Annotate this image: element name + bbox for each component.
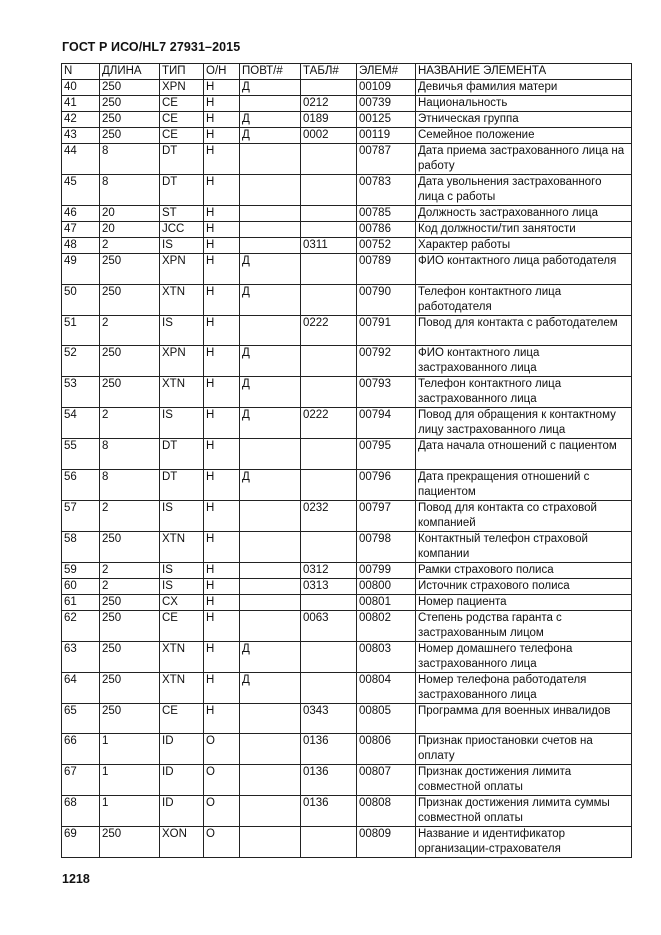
column-header-n: N — [62, 64, 100, 80]
cell-n: 64 — [62, 672, 100, 703]
cell-n: 50 — [62, 284, 100, 315]
cell-n: 52 — [62, 346, 100, 377]
cell-length: 250 — [100, 346, 160, 377]
cell-type: JCC — [160, 222, 204, 238]
cell-repeat: Д — [240, 377, 301, 408]
cell-name: ФИО контактного лица работодателя — [416, 254, 632, 285]
table-row — [62, 796, 632, 827]
cell-table: 0222 — [301, 408, 357, 439]
cell-name: Повод для обращения к контактному лицу застрахованного лица — [416, 408, 632, 439]
table-row — [62, 500, 632, 531]
cell-n: 62 — [62, 610, 100, 641]
table-row — [62, 222, 632, 238]
cell-repeat — [240, 96, 301, 112]
cell-n: 68 — [62, 796, 100, 827]
cell-length: 250 — [100, 594, 160, 610]
cell-optionality: Н — [204, 254, 240, 285]
cell-type: XTN — [160, 284, 204, 315]
cell-n: 46 — [62, 206, 100, 222]
cell-name: Национальность — [416, 96, 632, 112]
cell-optionality: Н — [204, 96, 240, 112]
cell-n: 66 — [62, 734, 100, 765]
cell-table — [301, 439, 357, 470]
cell-n: 57 — [62, 500, 100, 531]
cell-length: 20 — [100, 206, 160, 222]
cell-length: 250 — [100, 128, 160, 144]
table-row — [62, 531, 632, 562]
cell-type: IS — [160, 578, 204, 594]
table-row — [62, 346, 632, 377]
cell-type: XTN — [160, 672, 204, 703]
column-header-element-name: НАЗВАНИЕ ЭЛЕМЕНТА — [416, 64, 632, 80]
cell-name: Девичья фамилия матери — [416, 80, 632, 96]
cell-optionality: Н — [204, 377, 240, 408]
table-row — [62, 315, 632, 346]
cell-table: 0136 — [301, 765, 357, 796]
cell-type: XPN — [160, 80, 204, 96]
cell-type: IS — [160, 500, 204, 531]
element-table — [61, 63, 632, 858]
table-row — [62, 408, 632, 439]
cell-table: 0312 — [301, 562, 357, 578]
column-header-table: ТАБЛ# — [301, 64, 357, 80]
cell-element: 00739 — [357, 96, 416, 112]
cell-n: 58 — [62, 531, 100, 562]
cell-name: Семейное положение — [416, 128, 632, 144]
cell-n: 40 — [62, 80, 100, 96]
cell-element: 00789 — [357, 254, 416, 285]
cell-repeat — [240, 610, 301, 641]
cell-length: 8 — [100, 175, 160, 206]
table-row — [62, 254, 632, 285]
cell-element: 00791 — [357, 315, 416, 346]
cell-repeat — [240, 222, 301, 238]
cell-name: Повод для контакта с работодателем — [416, 315, 632, 346]
cell-repeat — [240, 531, 301, 562]
cell-element: 00792 — [357, 346, 416, 377]
cell-repeat — [240, 500, 301, 531]
cell-optionality: Н — [204, 238, 240, 254]
cell-repeat — [240, 827, 301, 858]
table-row — [62, 96, 632, 112]
cell-length: 1 — [100, 796, 160, 827]
cell-name: Степень родства гаранта с застрахованным лицом — [416, 610, 632, 641]
table-row — [62, 827, 632, 858]
cell-length: 8 — [100, 144, 160, 175]
cell-name: Признак достижения лимита совместной оплаты — [416, 765, 632, 796]
cell-type: CE — [160, 96, 204, 112]
cell-table: 0136 — [301, 734, 357, 765]
cell-type: ST — [160, 206, 204, 222]
cell-optionality: Н — [204, 610, 240, 641]
cell-name: Код должности/тип занятости — [416, 222, 632, 238]
cell-element: 00809 — [357, 827, 416, 858]
page-number: 1218 — [62, 872, 90, 886]
cell-repeat: Д — [240, 408, 301, 439]
table-row — [62, 144, 632, 175]
cell-type: CE — [160, 128, 204, 144]
table-row — [62, 206, 632, 222]
table-row — [62, 562, 632, 578]
cell-optionality: Н — [204, 672, 240, 703]
cell-type: IS — [160, 238, 204, 254]
cell-type: XTN — [160, 641, 204, 672]
page-header: ГОСТ Р ИСО/HL7 27931–2015 — [62, 40, 241, 54]
cell-n: 45 — [62, 175, 100, 206]
cell-optionality: Н — [204, 112, 240, 128]
cell-optionality: Н — [204, 408, 240, 439]
cell-table: 0222 — [301, 315, 357, 346]
cell-optionality: Н — [204, 175, 240, 206]
cell-name: Контактный телефон страховой компании — [416, 531, 632, 562]
cell-name: Дата начала отношений с пациентом — [416, 439, 632, 470]
cell-optionality: Н — [204, 284, 240, 315]
cell-type: DT — [160, 439, 204, 470]
cell-name: Признак приостановки счетов на оплату — [416, 734, 632, 765]
cell-name: Программа для военных инвалидов — [416, 703, 632, 734]
cell-optionality: Н — [204, 346, 240, 377]
cell-optionality: О — [204, 734, 240, 765]
cell-table — [301, 80, 357, 96]
cell-element: 00786 — [357, 222, 416, 238]
cell-length: 2 — [100, 408, 160, 439]
cell-type: ID — [160, 734, 204, 765]
cell-length: 2 — [100, 238, 160, 254]
cell-optionality: Н — [204, 594, 240, 610]
cell-repeat — [240, 439, 301, 470]
cell-length: 250 — [100, 703, 160, 734]
cell-repeat — [240, 562, 301, 578]
cell-optionality: Н — [204, 531, 240, 562]
column-header-type: ТИП — [160, 64, 204, 80]
cell-element: 00790 — [357, 284, 416, 315]
cell-name: Номер пациента — [416, 594, 632, 610]
cell-name: Признак достижения лимита суммы совместной оплаты — [416, 796, 632, 827]
table-row — [62, 80, 632, 96]
cell-name: Должность застрахованного лица — [416, 206, 632, 222]
cell-name: Номер телефона работодателя застрахованного лица — [416, 672, 632, 703]
cell-table: 0212 — [301, 96, 357, 112]
cell-element: 00805 — [357, 703, 416, 734]
cell-optionality: Н — [204, 315, 240, 346]
column-header-element: ЭЛЕМ# — [357, 64, 416, 80]
cell-element: 00803 — [357, 641, 416, 672]
cell-element: 00125 — [357, 112, 416, 128]
cell-n: 42 — [62, 112, 100, 128]
cell-name: Рамки страхового полиса — [416, 562, 632, 578]
cell-length: 8 — [100, 439, 160, 470]
cell-n: 48 — [62, 238, 100, 254]
cell-table: 0313 — [301, 578, 357, 594]
cell-n: 59 — [62, 562, 100, 578]
cell-length: 1 — [100, 765, 160, 796]
cell-repeat: Д — [240, 284, 301, 315]
cell-type: IS — [160, 315, 204, 346]
cell-optionality: Н — [204, 128, 240, 144]
cell-name: Характер работы — [416, 238, 632, 254]
cell-table — [301, 827, 357, 858]
cell-type: ID — [160, 796, 204, 827]
table-header-row — [62, 64, 632, 80]
cell-table: 0232 — [301, 500, 357, 531]
cell-n: 53 — [62, 377, 100, 408]
cell-repeat — [240, 206, 301, 222]
cell-repeat — [240, 703, 301, 734]
cell-n: 55 — [62, 439, 100, 470]
cell-length: 2 — [100, 315, 160, 346]
cell-element: 00793 — [357, 377, 416, 408]
cell-element: 00799 — [357, 562, 416, 578]
cell-length: 2 — [100, 578, 160, 594]
cell-name: ФИО контактного лица застрахованного лица — [416, 346, 632, 377]
cell-table — [301, 175, 357, 206]
cell-type: DT — [160, 144, 204, 175]
cell-length: 20 — [100, 222, 160, 238]
table-row — [62, 377, 632, 408]
cell-element: 00787 — [357, 144, 416, 175]
cell-n: 67 — [62, 765, 100, 796]
cell-n: 61 — [62, 594, 100, 610]
cell-element: 00801 — [357, 594, 416, 610]
cell-optionality: Н — [204, 439, 240, 470]
table-body — [62, 80, 632, 858]
cell-element: 00783 — [357, 175, 416, 206]
column-header-optionality: О/Н — [204, 64, 240, 80]
cell-type: XTN — [160, 531, 204, 562]
cell-repeat: Д — [240, 80, 301, 96]
cell-element: 00802 — [357, 610, 416, 641]
cell-n: 44 — [62, 144, 100, 175]
cell-element: 00796 — [357, 469, 416, 500]
table-row — [62, 284, 632, 315]
cell-table: 0189 — [301, 112, 357, 128]
cell-element: 00752 — [357, 238, 416, 254]
cell-repeat — [240, 238, 301, 254]
cell-optionality: Н — [204, 641, 240, 672]
cell-optionality: Н — [204, 578, 240, 594]
cell-repeat: Д — [240, 346, 301, 377]
cell-repeat: Д — [240, 672, 301, 703]
table-row — [62, 641, 632, 672]
cell-element: 00785 — [357, 206, 416, 222]
cell-element: 00797 — [357, 500, 416, 531]
cell-n: 65 — [62, 703, 100, 734]
cell-type: CE — [160, 610, 204, 641]
cell-n: 49 — [62, 254, 100, 285]
cell-n: 60 — [62, 578, 100, 594]
cell-name: Дата прекращения отношений с пациентом — [416, 469, 632, 500]
cell-optionality: О — [204, 827, 240, 858]
cell-element: 00807 — [357, 765, 416, 796]
cell-type: ID — [160, 765, 204, 796]
table-row — [62, 703, 632, 734]
cell-type: CE — [160, 112, 204, 128]
cell-length: 250 — [100, 284, 160, 315]
cell-element: 00795 — [357, 439, 416, 470]
cell-optionality: Н — [204, 80, 240, 96]
cell-table — [301, 469, 357, 500]
cell-name: Телефон контактного лица застрахованного лица — [416, 377, 632, 408]
cell-repeat — [240, 144, 301, 175]
cell-table — [301, 594, 357, 610]
table-row — [62, 238, 632, 254]
cell-repeat: Д — [240, 254, 301, 285]
cell-element: 00798 — [357, 531, 416, 562]
cell-table: 0063 — [301, 610, 357, 641]
cell-table — [301, 641, 357, 672]
cell-element: 00794 — [357, 408, 416, 439]
cell-length: 250 — [100, 641, 160, 672]
cell-element: 00109 — [357, 80, 416, 96]
table-row — [62, 672, 632, 703]
cell-optionality: Н — [204, 144, 240, 175]
cell-n: 43 — [62, 128, 100, 144]
cell-optionality: Н — [204, 703, 240, 734]
table-row — [62, 594, 632, 610]
cell-name: Этническая группа — [416, 112, 632, 128]
cell-table — [301, 144, 357, 175]
cell-table — [301, 284, 357, 315]
cell-optionality: О — [204, 765, 240, 796]
cell-n: 54 — [62, 408, 100, 439]
cell-repeat — [240, 175, 301, 206]
cell-name: Название и идентификатор организации-страхователя — [416, 827, 632, 858]
cell-type: XPN — [160, 346, 204, 377]
table-row — [62, 610, 632, 641]
cell-table — [301, 531, 357, 562]
cell-repeat: Д — [240, 112, 301, 128]
cell-type: XON — [160, 827, 204, 858]
cell-name: Телефон контактного лица работодателя — [416, 284, 632, 315]
cell-n: 69 — [62, 827, 100, 858]
cell-repeat — [240, 578, 301, 594]
cell-length: 250 — [100, 531, 160, 562]
cell-n: 56 — [62, 469, 100, 500]
column-header-repeat: ПОВТ/# — [240, 64, 301, 80]
cell-length: 2 — [100, 500, 160, 531]
cell-name: Дата увольнения застрахованного лица с работы — [416, 175, 632, 206]
cell-name: Источник страхового полиса — [416, 578, 632, 594]
cell-type: XTN — [160, 377, 204, 408]
cell-table — [301, 377, 357, 408]
cell-element: 00808 — [357, 796, 416, 827]
cell-length: 250 — [100, 827, 160, 858]
cell-name: Повод для контакта со страховой компанией — [416, 500, 632, 531]
table-row — [62, 175, 632, 206]
cell-type: CX — [160, 594, 204, 610]
cell-type: XPN — [160, 254, 204, 285]
cell-type: CE — [160, 703, 204, 734]
cell-table — [301, 222, 357, 238]
cell-length: 250 — [100, 80, 160, 96]
table-row — [62, 439, 632, 470]
cell-table — [301, 672, 357, 703]
cell-name: Номер домашнего телефона застрахованного лица — [416, 641, 632, 672]
cell-repeat — [240, 796, 301, 827]
table-row — [62, 578, 632, 594]
table-row — [62, 734, 632, 765]
cell-table — [301, 206, 357, 222]
cell-length: 250 — [100, 672, 160, 703]
cell-element: 00806 — [357, 734, 416, 765]
cell-repeat: Д — [240, 469, 301, 500]
cell-length: 8 — [100, 469, 160, 500]
cell-n: 63 — [62, 641, 100, 672]
cell-optionality: Н — [204, 500, 240, 531]
cell-element: 00119 — [357, 128, 416, 144]
cell-type: DT — [160, 175, 204, 206]
cell-repeat: Д — [240, 128, 301, 144]
cell-n: 41 — [62, 96, 100, 112]
table-row — [62, 765, 632, 796]
cell-table: 0136 — [301, 796, 357, 827]
cell-optionality: О — [204, 796, 240, 827]
cell-length: 250 — [100, 377, 160, 408]
cell-table — [301, 346, 357, 377]
cell-optionality: Н — [204, 206, 240, 222]
column-header-length: ДЛИНА — [100, 64, 160, 80]
cell-element: 00804 — [357, 672, 416, 703]
cell-name: Дата приема застрахованного лица на работу — [416, 144, 632, 175]
table-row — [62, 469, 632, 500]
cell-table: 0343 — [301, 703, 357, 734]
table-row — [62, 112, 632, 128]
cell-optionality: Н — [204, 562, 240, 578]
cell-optionality: Н — [204, 222, 240, 238]
cell-length: 250 — [100, 254, 160, 285]
cell-table: 0311 — [301, 238, 357, 254]
cell-optionality: Н — [204, 469, 240, 500]
cell-repeat — [240, 594, 301, 610]
cell-repeat — [240, 315, 301, 346]
cell-length: 1 — [100, 734, 160, 765]
cell-type: DT — [160, 469, 204, 500]
cell-repeat — [240, 765, 301, 796]
table-row — [62, 128, 632, 144]
cell-repeat — [240, 734, 301, 765]
cell-length: 250 — [100, 112, 160, 128]
cell-table: 0002 — [301, 128, 357, 144]
cell-length: 250 — [100, 610, 160, 641]
cell-length: 250 — [100, 96, 160, 112]
cell-type: IS — [160, 562, 204, 578]
cell-repeat: Д — [240, 641, 301, 672]
cell-n: 47 — [62, 222, 100, 238]
cell-table — [301, 254, 357, 285]
cell-type: IS — [160, 408, 204, 439]
cell-n: 51 — [62, 315, 100, 346]
cell-element: 00800 — [357, 578, 416, 594]
cell-length: 2 — [100, 562, 160, 578]
